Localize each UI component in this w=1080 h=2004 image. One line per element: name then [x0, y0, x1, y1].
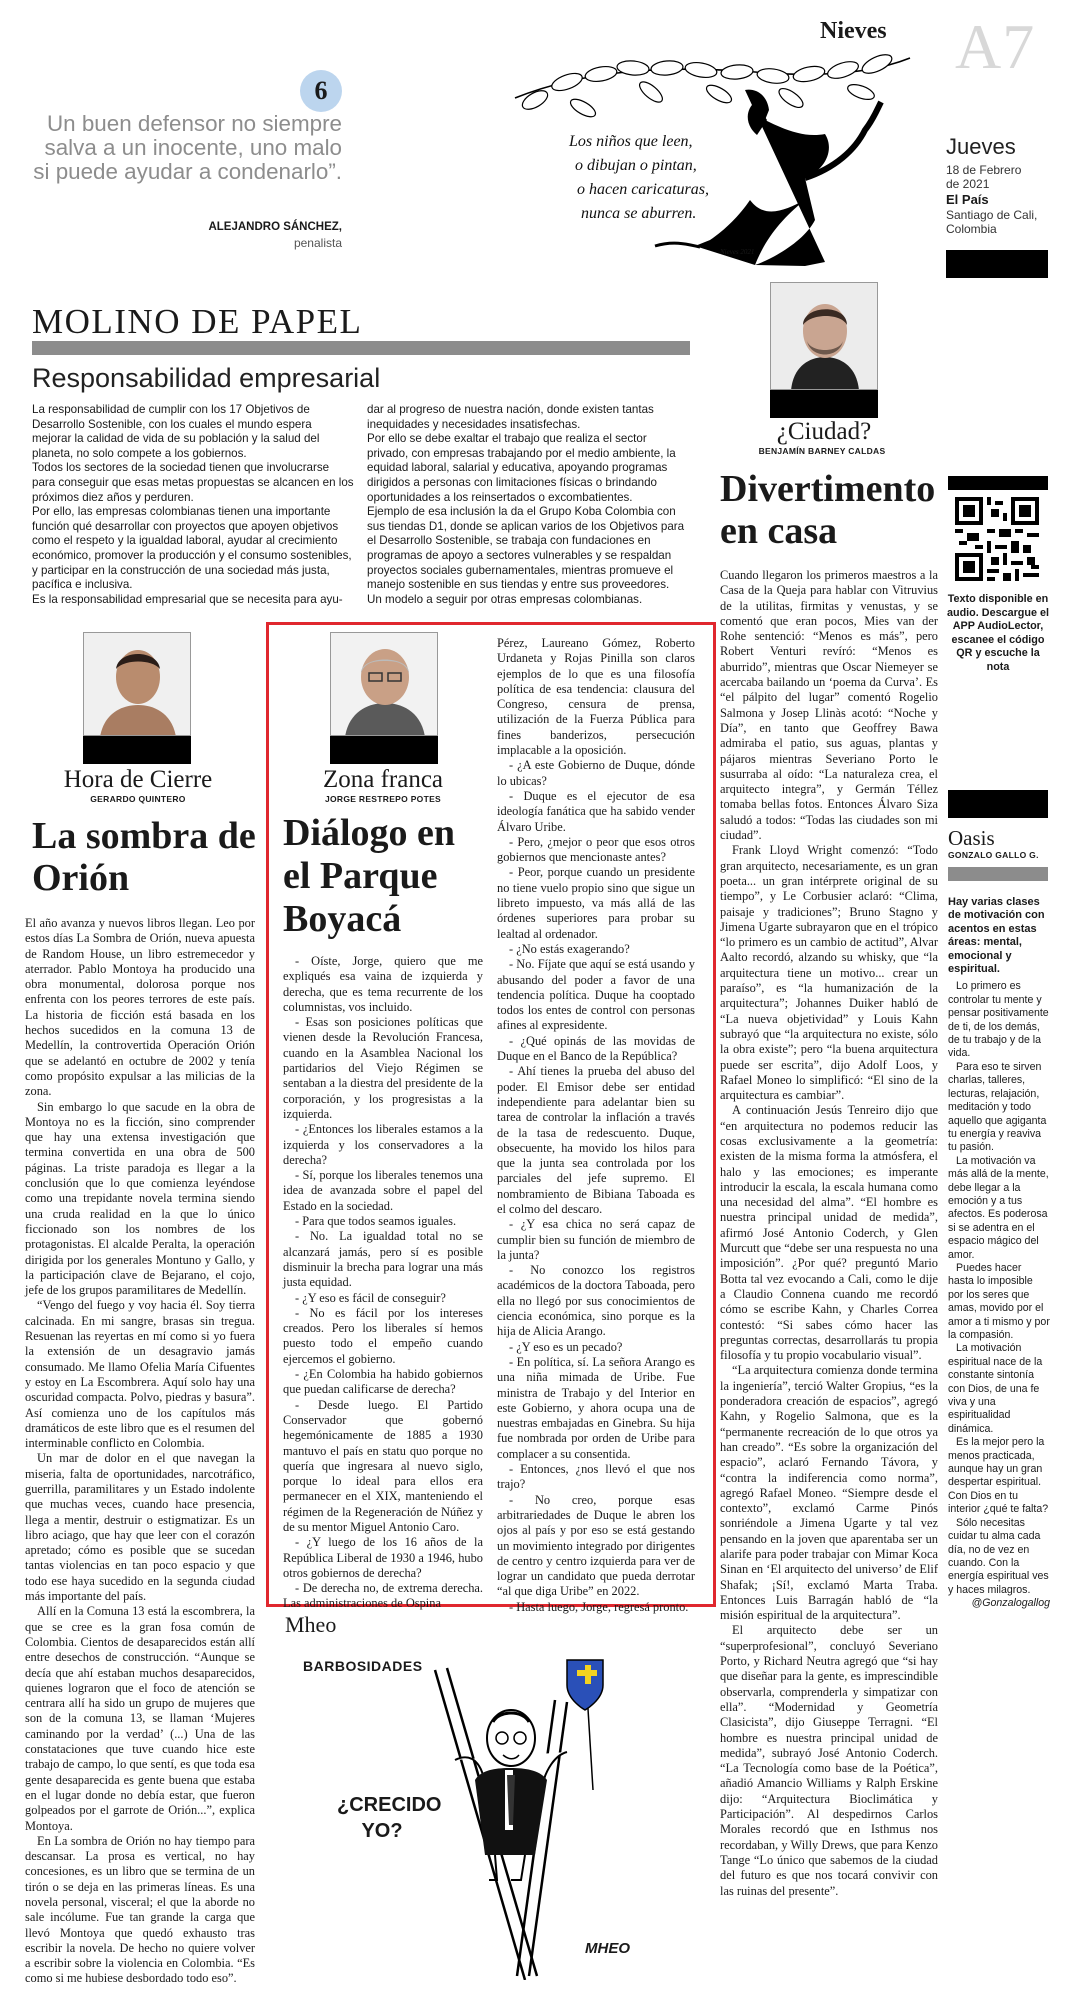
cartoon-caption-line: o dibujan o pintan,	[575, 157, 697, 174]
dialogue-line: - No. La igualdad total no se alcanzará jamás, pero sí es posible disminuir la brecha para lograr una más justa equidad.	[283, 1229, 483, 1290]
dialogue-line: - ¿Qué opinás de las movidas de Duque en el Banco de la República?	[497, 1033, 695, 1064]
newspaper-name: El País	[946, 192, 989, 207]
oasis-paragraph: Sólo necesitas cuidar tu alma cada día, no de vez en cuando. Con la energía espiritual ves y haces milagros.	[948, 1516, 1049, 1596]
qr-code-icon[interactable]	[955, 497, 1039, 581]
quote-mark-icon: 6	[300, 70, 342, 112]
dialogue-line: - ¿En Colombia ha habido gobiernos que puedan calificarse de derecha?	[283, 1367, 483, 1397]
article-paragraph: Cuando llegaron los primeros maestros a la Casa de la Queja para hablar con Vitruvius de la utilitas, firmitas y venustas, y se comentó que eran pocos, Mies van der Rohe sentenció: “Menos es más”, pero Robert Venturi revíró: “Menos es aburrido”, mientras que Oscar Niemeyer se acercaba bailando un ‘poema da Curva’. Es “el pálpito del lugar” comentó Rogelio Salmona y Josep Llinàs acotó: “Noche y Día”, en tanto que Geoffrey Bawa admiraba el patio, sus aguas, plantas y pájaros mientras Severiano Porto le susurraba al oído: “La naturaleza crea, el arquitecto integra”, y Germán Téllez tomaba bellas fotos. Entonces Álvaro Siza saludó a todos: “Todas las ciudades son mi ciudad”.	[720, 568, 938, 843]
editorial-title-rule	[32, 341, 690, 355]
dialogue-line: - En política, sí. La señora Arango es una niña mimada de Uribe. Fue ministra de Trabajo y del Interior en este Gobierno, y ahora ocupa una de nuestras embajadas en Ginebra. Su hija fue nombrada por orden de Uribe para complacer a su consentida.	[497, 1354, 695, 1461]
author-photo-bar	[770, 390, 878, 418]
section-name: Nieves	[820, 18, 887, 44]
pull-quote: Un buen defensor no siempre salva a un inocente, uno malo si puede ayudar a condenarlo”.	[33, 111, 342, 184]
cartoon-caption-line: o hacen caricaturas,	[577, 181, 709, 198]
audio-note: Texto disponible en audio. Descargue el APP AudioLector, escanee el código QR y escuche la nota	[946, 593, 1049, 673]
dialogue-line: - ¿Entonces los liberales estamos a la izquierda y los conservadores a la derecha?	[283, 1122, 483, 1167]
ciudad-body	[720, 568, 938, 1899]
editorial-paragraph: Todos los sectores de la sociedad tienen que involucrarse para conseguir que esas metas propuestas se alcancen en los próximos diez años y perduren.	[32, 461, 354, 504]
dialogue-line: - Peor, porque cuando un presidente no tiene vuelo propio sino que sigue un libreto impuesto, va más allá de las órdenes superiores para probar su lealtad al ordenador.	[497, 865, 695, 941]
hora-body	[25, 916, 255, 1987]
header-black-bar	[946, 250, 1048, 278]
editorial-paragraph: dar al progreso de nuestra nación, donde existen tantas inequidades y necesidades insatisfechas.	[367, 403, 654, 431]
editorial-paragraph: Ejemplo de esa inclusión la da el Grupo Koba Colombia con sus tiendas D1, donde se aplican varios de los Objetivos para el Desarrollo Sostenible, se trabaja con fundaciones en programas de apoyo a sectores vulnerables y se respaldan proyectos sociales gubernamentales, mientras promueve el manejo sostenible en sus tiendas y entre sus proveedores.	[367, 505, 685, 592]
dialogue-line: - ¿Y eso es un pecado?	[509, 1339, 623, 1354]
editorial-section-title: MOLINO DE PAPEL	[32, 302, 363, 341]
dialogue-line: - ¿Y eso es fácil de conseguir?	[295, 1290, 446, 1305]
author-photo-bar	[83, 736, 191, 764]
dialogue-line: - Ahí tienes la prueba del abuso del poder. El Emisor debe ser entidad independiente para adelantar bien su tarea de controlar la inflación a través de la tasa de redescuento. Duque, obsecuente, ha movido los hilos para que la junta sea controlada por los parciales del jefe supremo. El nombramiento de Bibiana Taboada es el colmo del descaro.	[497, 1064, 695, 1216]
author-byline-hora: GERARDO QUINTERO	[90, 794, 186, 804]
portrait-icon	[84, 633, 191, 736]
oasis-paragraph: Puedes hacer hasta lo imposible por los seres que amas, movido por el amor a ti mismo y por la compasión.	[948, 1261, 1050, 1341]
article-paragraph: Allí en la Comuna 13 está la escombrera, la que se cree es la gran fosa común de Colombia. Cientos de desaparecidos están allí entre desechos de construcción. “Aunque se decía que ahí estaban muchos desaparecidos, quienes lograron que el foco de atención se centrara allí ha sido un grupo de mujeres que son de la comuna 13, se llaman ‘Mujeres caminando por la verdad’ (...) Una de las constataciones que tuve cuando hice este trabajo de campo, lo que sentí, es que toda esa gente desaparecida es gente buena que estaba en el lugar donde no debía estar, que fueron golpeados por el garrote de Orión...”, explica Montoya.	[25, 1604, 255, 1833]
dialogue-line: Pérez, Laureano Gómez, Roberto Urdaneta y Rojas Pinilla son claros ejemplos de lo que es una filosofía política de esa tendencia: clausura del Congreso, censura de prensa, utilización de la Fuerza Pública para fines banderizos, persecución implacable a la oposición.	[497, 636, 695, 758]
oasis-rule	[948, 867, 1048, 881]
quote-author: ALEJANDRO SÁNCHEZ,	[208, 221, 342, 233]
editorial-paragraph: La responsabilidad de cumplir con los 17 Objetivos de Desarrollo Sostenible, con los cuales el mundo espera mejorar la calidad de vida de su población y la salud del planeta, no solo compete a los gobiernos.	[32, 403, 320, 460]
dialogue-line: - De derecha no, de extrema derecha. Las administraciones de Ospina	[283, 1581, 483, 1611]
column-name-ciudad: ¿Ciudad?	[776, 418, 872, 445]
mheo-cartoon	[285, 1640, 705, 1980]
page-number: A7	[955, 11, 1036, 82]
oasis-paragraph: Lo primero es controlar tu mente y pensar positivamente de ti, de los demás, de tu trabajo y de la vida.	[948, 980, 1049, 1060]
oasis-paragraph: Para eso te sirven charlas, talleres, lecturas, relajación, meditación y todo aquello que agiganta tu energía y reaviva tu pasión.	[948, 1060, 1047, 1154]
zona-col-2	[497, 636, 695, 1615]
editorial-paragraph: Un modelo a seguir por otras empresas colombianas.	[367, 592, 643, 606]
dialogue-line: - ¿Y luego de los 16 años de la República Liberal de 1930 a 1946, hubo otros gobiernos de derecha?	[283, 1535, 483, 1580]
dialogue-line: - Desde luego. El Partido Conservador que gobernó hegemónicamente de 1885 a 1930 mantuvo el país en statu quo porque no quería que ingresara al nuevo siglo, porque lo ideal para ellos era permanecer en el XIX, manteniendo el régimen de la Regeneración de Núñez y de su mentor Miguel Antonio Caro.	[283, 1397, 483, 1534]
dialogue-line: - No es fácil por los intereses creados. Pero los liberales sí hemos puesto todo el empeño cuando ejercemos el gobierno.	[283, 1305, 483, 1366]
oasis-paragraph: Es la mejor pero la menos practicada, aunque hay un gran despertar espiritual. Con Dios en tu interior ¿qué te falta?	[948, 1436, 1049, 1516]
oasis-black-bar	[948, 790, 1048, 818]
author-photo-restrepo	[330, 632, 438, 736]
article-paragraph: El año avanza y nuevos libros llegan. Leo por estos días La Sombra de Orión, nueva apuesta de Random House, un libro estremecedor y aterrador. Pablo Montoya ha producido una obra monumental, dolorosa porque nos enfrenta con los peores terrores de este país. La historia de ficción está basada en los hechos sucedidos en la comuna 13 de Medellín, la controvertida Operación Orión que se adelantó en octubre de 2002 y tenía como propósito expulsar a las milicias de la zona.	[25, 916, 255, 1099]
article-paragraph: El arquitecto debe ser un “superprofesional”, concluyó Severiano Porto, y Richard Neutra agregó que “si hay que diseñar para la gente, es imprescindible observarla, comprenderla y simpatizar con ella”. “Modernidad y Geometría Clasicista”, dijo Giuseppe Terragni. “El hombre es nuestra principal unidad de medida”, subrayó José Antonio Coderch. “La Tecnología como base de la Poética”, añadió Amancio Williams y Ralph Erskine dijo: “Arquitectura Bioclimática y Participación”. Al despedirnos Carlos Morales recordó que en Isthmus nos recordaban, y Willy Drews, que para Kenzo Tange “Lo único que sabemos de la ciudad del futuro es que nos tocará convivir con las ruinas del presente”.	[720, 1623, 938, 1898]
oasis-paragraph: La motivación va más allá de la mente, debe llegar a la emoción y a tus afectos. Es poderosa si se adentra en el espacio mágico del amor.	[948, 1154, 1049, 1261]
author-photo-quintero	[83, 632, 191, 736]
editorial-paragraph: Por ello, las empresas colombianas tienen una importante función qué desarrollar con proyectos que apoyen objetivos como el respeto y la igualdad laboral, ayudar al crecimiento económico, promover la producción y el consumo sostenibles, y participar en la construcción de una sociedad más justa, pacífica e inclusiva.	[32, 505, 352, 592]
dialogue-line: - Oíste, Jorge, quiero que me expliqués esa vaina de izquierda y derecha, que es tema recurrente de los columnistas, vos incluido.	[283, 954, 483, 1014]
article-paragraph: A continuación Jesús Tenreiro dijo que “en arquitectura no podemos reducir las cosas exclusivamente a la geometría: existen de la misma forma la atmósfera, el halo y las emociones; es imperante introducir la escala, la escala humana como una necesidad del alma”. “El hombre es nuestra principal unidad de medida”, afirmó José Antonio Coderch, y Glen Murcutt que “debe ser una respuesta no una imposición”. ¿Por qué? preguntó Mario Botta tal vez evocando a Cali, como le dije a Claudio Connena cuando me recordó cómo se escribe Kahn, y Charles Correa contestó: “Si sabes cómo hacer las preguntas correctas, desarrollarás tu propia filosofía y tu propio vocabulario visual”.	[720, 1103, 938, 1363]
cartoon-column-name: Mheo	[285, 1612, 337, 1637]
issue-day: Jueves	[946, 134, 1016, 159]
editorial-col-2	[367, 403, 689, 607]
column-name-hora: Hora de Cierre	[63, 766, 213, 793]
author-photo-bar	[330, 736, 438, 764]
cartoon-caption	[569, 130, 709, 226]
cartoon-signature: Nieves 2021	[720, 248, 755, 256]
nieves-cartoon	[505, 50, 925, 272]
author-byline-ciudad: BENJAMÍN BARNEY CALDAS	[758, 446, 886, 456]
cartoon-drawing-icon	[505, 50, 925, 272]
dialogue-line: - Para que todos seamos iguales.	[295, 1214, 457, 1229]
oasis-lead: Hay varias clases de motivación con acentos en estas áreas: mental, emocional y espiritual.	[948, 896, 1045, 976]
headline-divertimento: Divertimento en casa	[720, 468, 936, 552]
column-name-zona: Zona franca	[322, 766, 444, 793]
author-byline-zona: JORGE RESTREPO POTES	[324, 794, 442, 804]
dialogue-line: - ¿No estás exagerando?	[509, 941, 630, 956]
cartoon-caption-line: Los niños que leen,	[569, 133, 693, 150]
dialogue-line: - No. Fíjate que aquí se está usando y abusando del poder a favor de una tendencia política. Duque ha cooptado todos los entes de control con personas afines al expresidente.	[497, 957, 695, 1033]
author-photo-barney	[770, 282, 878, 390]
oasis-paragraph: La motivación espiritual nace de la constante sintonía con Dios, de una fe viva y una espiritualidad dinámica.	[948, 1342, 1043, 1435]
issue-place: Santiago de Cali, Colombia	[946, 208, 1038, 236]
cartoon-speech: ¿CRECIDO YO?	[337, 1794, 442, 1842]
article-paragraph: En La sombra de Orión no hay tiempo para descansar. La prosa es vertical, no hay concesiones, es un libro que se termina de un tirón o se deja en las primeras líneas. Es una novela personal, visceral; el que la aborde no sale incólume. Fue tan grande la carga que llevó Montoya que quedó exhausto tras escribir la novela. De hecho no quiere volver a escribir sobre la violencia en Colombia. “Es como si me hubiese desbordado todo eso”.	[25, 1833, 255, 1986]
audio-black-bar	[948, 476, 1048, 490]
cartoon-signature: MHEO	[585, 1940, 630, 1957]
portrait-icon	[771, 283, 878, 390]
portrait-icon	[331, 633, 438, 736]
oasis-handle: @Gonzalogallog	[971, 1597, 1050, 1610]
author-byline-oasis: GONZALO GALLO G.	[948, 850, 1039, 860]
editorial-subtitle: Responsabilidad empresarial	[32, 363, 381, 393]
headline-sombra: La sombra de Orión	[32, 815, 256, 899]
column-name-oasis: Oasis	[948, 826, 995, 850]
editorial-col-1	[32, 403, 354, 607]
dialogue-line: - No conozco los registros académicos de la doctora Taboada, pero ella no llegó por sus conocimientos de ciencia económica, sino porque es la hija de Alicia Arango.	[497, 1263, 695, 1339]
article-paragraph: Sin embargo lo que sacude en la obra de Montoya no es la ficción, sino comprender que hay una extensa investigación que termina convertida en una obra de 500 páginas. La triste paradoja es llegar a la conclusión que lo que comienza leyéndose como una trepidante novela termina siendo una cruda realidad en la que lo único ficcionado son los nombres de los protagonistas. El alcalde Peralta, la operación dirigida por los generales Montuno y Gallo, y la participación clave de Bejarano, el cojo, jefe de los grupos paramilitares de Medellín.	[25, 1099, 255, 1298]
editorial-paragraph: Por ello se debe exaltar el trabajo que realiza el sector privado, con empresas trabajando por el medio ambiente, la equidad laboral, salarial y educativa, apoyando programas dirigidos a personas con limitaciones físicas o brindando oportunidades a los reinsertados o excombatientes.	[367, 432, 676, 504]
dialogue-line: - Duque es el ejecutor de esa ideología fanática que ha sabido vender Álvaro Uribe.	[497, 788, 695, 834]
article-paragraph: “Vengo del fuego y voy hacia él. Soy tierra calcinada. En mi sangre, brasas sin tregua. Resuenan las reyertas en mí como si yo fuera la extensión de un desagravio jamás consumado. Me llamo Ofelia María Cifuentes y estoy en La Escombrera. Aquí solo hay una oscuridad compacta. Polvo, piedras y basura”. Así comienza uno de los capítulos más dramáticos de este libro que es el resumen del interminable conflicto en Colombia.	[25, 1298, 255, 1451]
headline-dialogo: Diálogo en el Parque Boyacá	[283, 812, 456, 940]
dialogue-line: - ¿Y esa chica no será capaz de cumplir bien su función de miembro de la junta?	[497, 1217, 695, 1262]
issue-date: 18 de Febrero de 2021	[946, 163, 1022, 191]
dialogue-line: - Hasta luego, Jorge, regresá pronto.	[509, 1599, 689, 1614]
article-paragraph: Frank Lloyd Wright comenzó: “Todo gran arquitecto, necesariamente, es un gran poeta... un gran intérprete original de su tiempo”, y Le Corbusier aclaró: “Clima, paisaje y tradiciones”; Bruno Stagno y Jimena Ugarte subrayaron que en el trópico “lo primero es un cambio de actitud”, Alvar Aalto recordó, alzando su whisky, que “la arquitectura tiene un motivo... crear un paraíso”, es “la humanización de la arquitectura”; Johannes Duiker habló de “La nueva objetividad” y Louis Kahn subrayó que “la arquitectura no existe, sólo la obra existe”; pero “la buena arquitectura puede ser escrita”, dijo Adolf Loos, y Rafael Moneo lo simplificó: “El sino de la arquitectura es cambiar”.	[720, 843, 938, 1103]
dialogue-line: - Entonces, ¿nos llevó el que nos trajo?	[497, 1462, 695, 1492]
cartoon-label: BARBOSIDADES	[303, 1658, 423, 1674]
dialogue-line: - Esas son posiciones políticas que vienen desde la Revolución Francesa, cuando en la Asamblea Nacional los partidarios del Viejo Régimen se sentaban a la diestra del presidente de la corporación, y los progresistas a la izquierda.	[283, 1015, 483, 1121]
article-paragraph: Un mar de dolor en el que navegan la miseria, falta de oportunidades, narcotráfico, guerrilla, paramilitares y un Estado indolente que muchas veces, cuando hace presencia, llega a mentir, destruir o estigmatizar. Es un libro aciago, que hay que leer con el corazón apretado; cómo es posible que se sucedan tantas violencias en tan poco espacio y que todo ese haya sucedido en la segunda ciudad más importante del país.	[25, 1451, 255, 1604]
qr-code-image	[955, 497, 1039, 581]
oasis-body	[948, 896, 1050, 1611]
dialogue-line: - No creo, porque esas arbitrariedades de Duque le abren los ojos al país y por eso se está gestando un movimiento integrado por dirigentes de centro y centro izquierda para ver de lograr un candidato que pueda derrotar “al que diga Uribe” en 2022.	[497, 1492, 695, 1599]
editorial-paragraph: Es la responsabilidad empresarial que se necesita para ayu-	[32, 592, 343, 606]
cartoon-caption-line: nunca se aburren.	[581, 205, 697, 222]
quote-author-role: penalista	[293, 236, 342, 250]
dialogue-line: - Pero, ¿mejor o peor que esos otros gobiernos que mencionaste antes?	[497, 834, 695, 865]
dialogue-line: - ¿A este Gobierno de Duque, dónde lo ubicas?	[497, 758, 695, 788]
zona-col-1	[283, 954, 483, 1612]
article-paragraph: “La arquitectura comienza donde termina la ingeniería”, terció Walter Gropius, “es la ponderadora creación de espacios”, agregó Kahn, y Rogelio Salmona, que es la “permanente recreación de lo que otros ya han creado”. “Es sobre la organización del espacio”, aclaró Fernando Távora, y “contra la indiferencia como norma”, agregó Rafael Moneo. “Siempre desde el contexto”, exclamó Carme Pinós sonriéndole a Jimena Ugarte y tal vez pensando en la joven que aparentaba ser un alarife para poder trabajar con Mimar Koca Sinan en ‘El arquitecto del universo’ de Elif Shafak; ¡Sí!, exclamó Marta Traba. Entonces Luis Barragán habló de “la misión espiritual de la arquitectura”.	[720, 1363, 938, 1623]
dialogue-line: - Sí, porque los liberales tenemos una idea de avanzada sobre el papel del Estado en la sociedad.	[283, 1168, 483, 1213]
